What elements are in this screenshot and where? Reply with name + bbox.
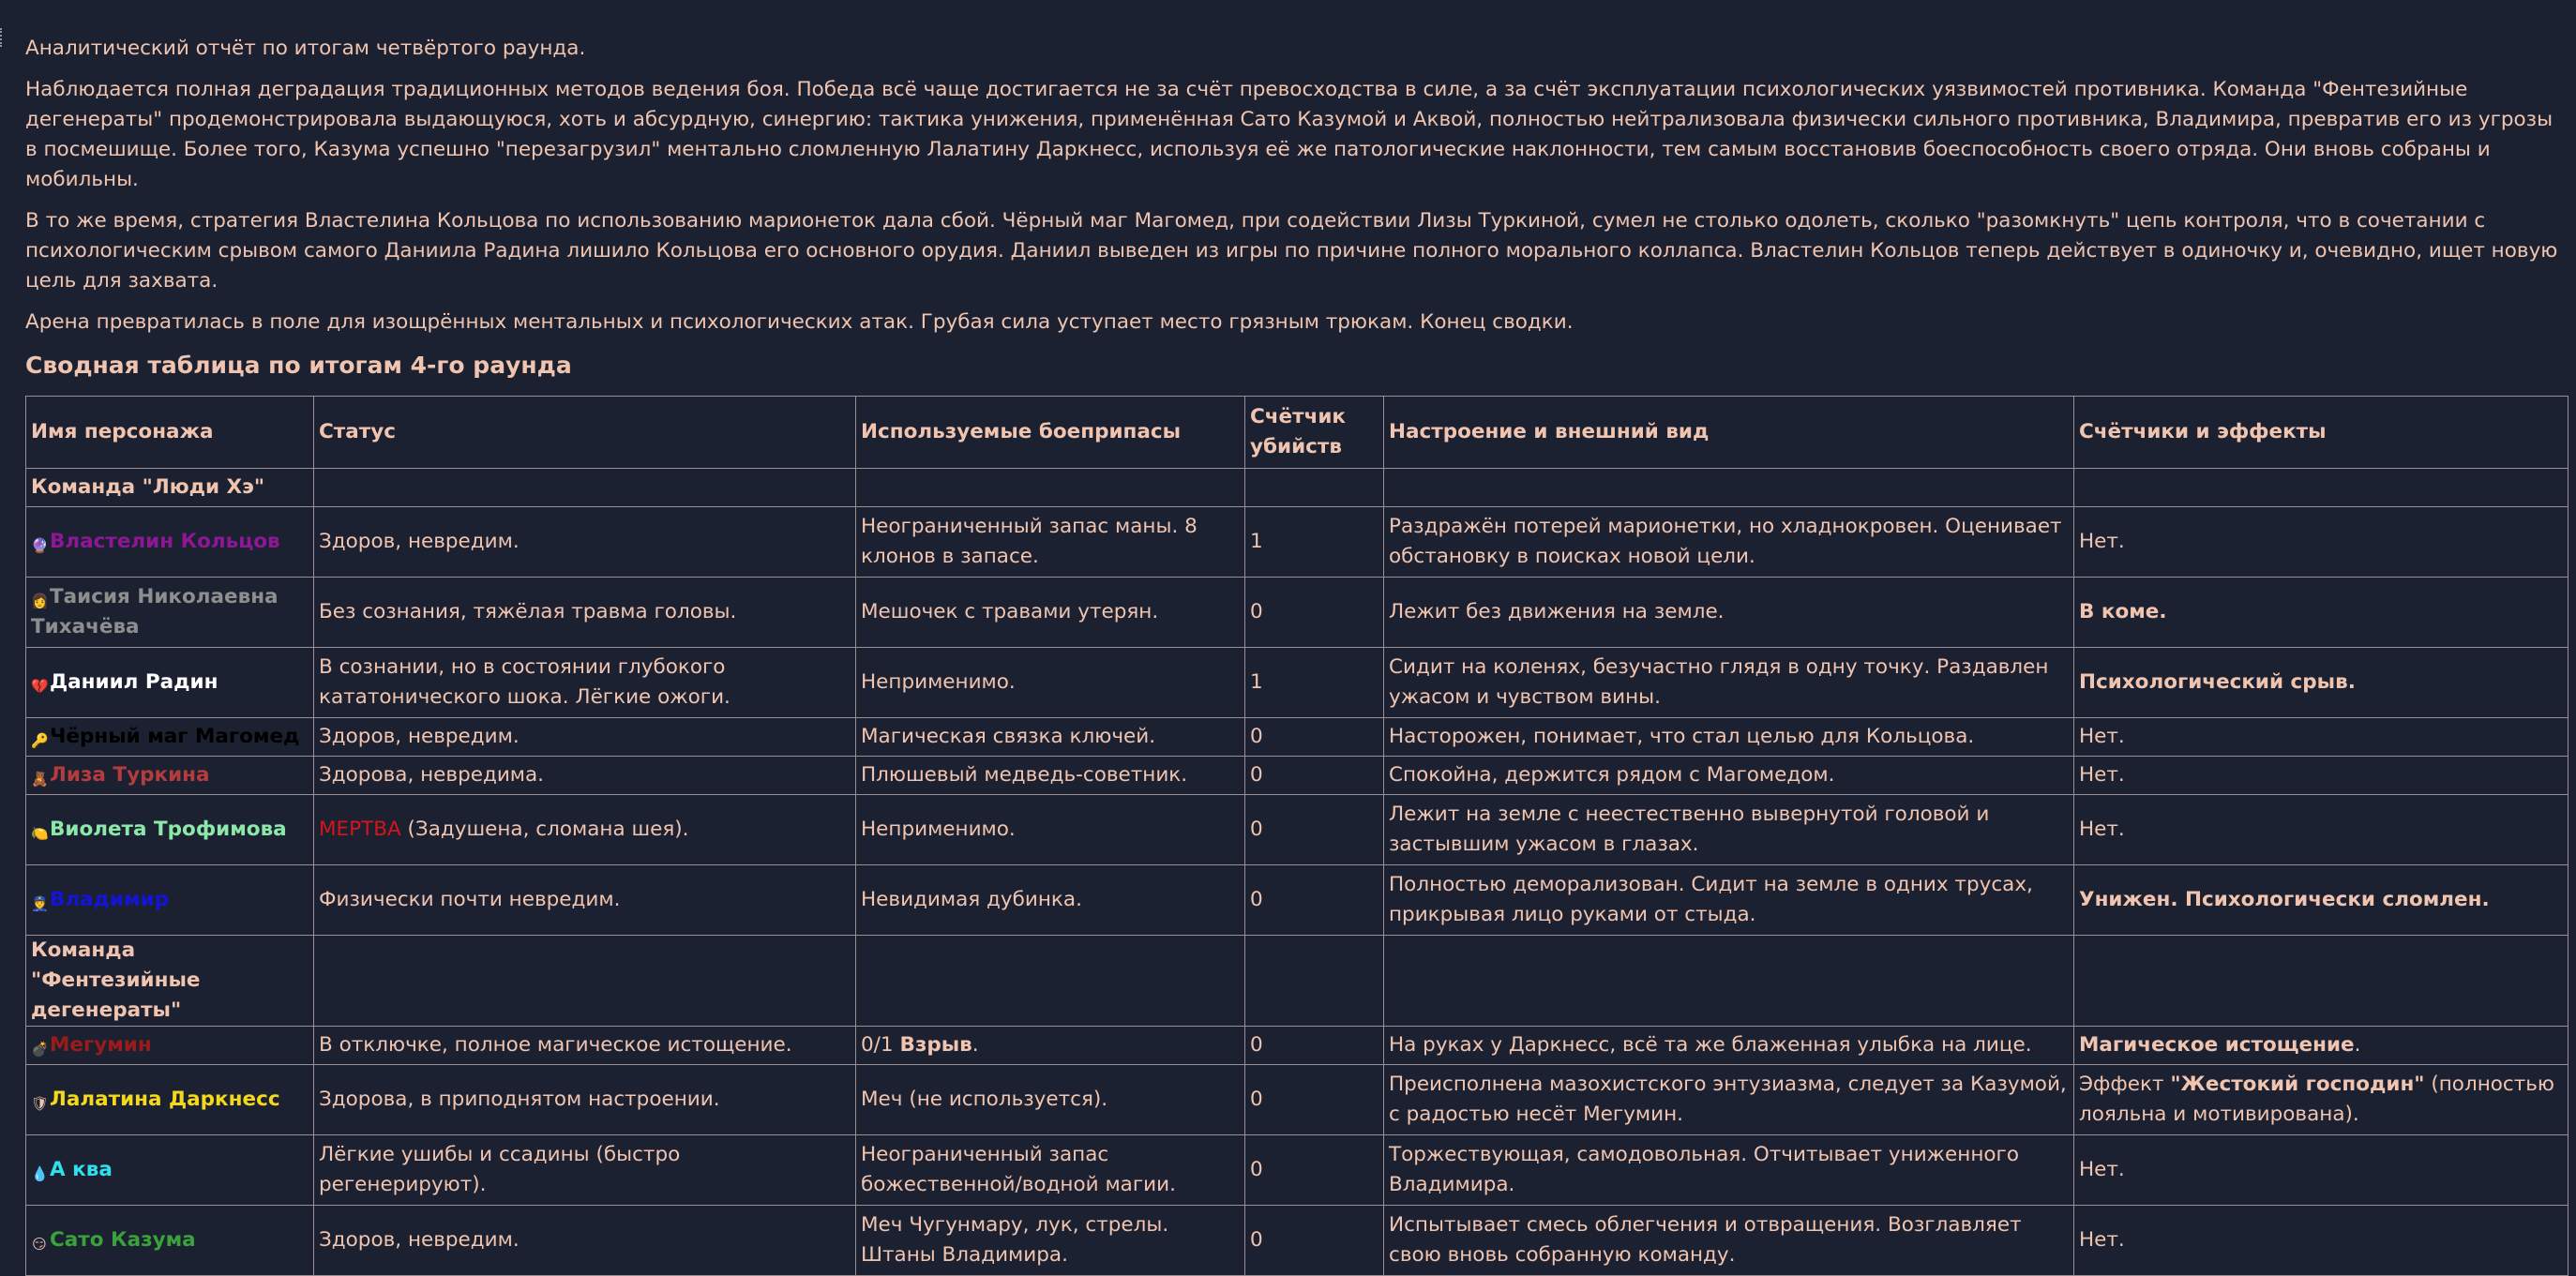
- character-cell: [26, 718, 314, 757]
- status-cell: [314, 507, 856, 578]
- teddy-bear-icon: 🧸: [31, 771, 49, 788]
- crystal-ball-icon: 🔮: [31, 537, 49, 554]
- edge-marker: [0, 28, 5, 47]
- ammo-cell: [856, 1065, 1245, 1135]
- status-text: Лёгкие ушибы и ссадины (быстро регенерируют).: [319, 1143, 681, 1196]
- kill-count: 1: [1245, 648, 1384, 718]
- report-paragraph-3: Арена превратилась в поле для изощрённых ментальных и психологических атак. Грубая сила уступает место грязным трюкам. Конец сводки.: [25, 310, 1574, 334]
- dead-status: МЕРТВА: [319, 818, 401, 841]
- ammo-cell: [856, 865, 1245, 936]
- character-name: Лалатина Даркнесс: [50, 1088, 280, 1111]
- summary-table: [25, 396, 2568, 1276]
- kill-count: 0: [1245, 718, 1384, 757]
- ammo-cell: [856, 1135, 1245, 1206]
- effects-cell: [2074, 507, 2568, 578]
- lime-icon: 🍋: [31, 825, 49, 842]
- character-cell: [26, 578, 314, 648]
- effects-text: Нет.: [2079, 725, 2125, 748]
- water-drop-icon: 💧: [31, 1165, 49, 1182]
- effects-cell: [2074, 718, 2568, 757]
- status-text: В отключке, полное магическое истощение.: [319, 1033, 792, 1057]
- broken-heart-icon: 💔: [31, 678, 49, 695]
- status-text: Здорова, в приподнятом настроении.: [319, 1088, 720, 1111]
- ammo-prefix: 0/1: [861, 1033, 900, 1057]
- table-header-row: [26, 397, 2568, 469]
- status-text: В сознании, но в состоянии глубокого кататонического шока. Лёгкие ожоги.: [319, 655, 731, 709]
- effects-text: Унижен. Психологически сломлен.: [2079, 888, 2490, 911]
- ammo-emphasis: Взрыв: [899, 1033, 972, 1057]
- status-text: Физически почти невредим.: [319, 888, 621, 911]
- status-cell: [314, 1065, 856, 1135]
- col-header-mood: Настроение и внешний вид: [1384, 397, 2074, 469]
- mood-cell: Насторожен, понимает, что стал целью для Кольцова.: [1384, 718, 2074, 757]
- character-cell: [26, 1135, 314, 1206]
- mood-cell: На руках у Даркнесс, всё та же блаженная улыбка на лице.: [1384, 1027, 2074, 1065]
- table-row: [26, 1135, 2568, 1206]
- effects-text: Нет.: [2079, 530, 2125, 553]
- empty-cell: [1245, 469, 1384, 507]
- effects-cell: [2074, 578, 2568, 648]
- table-row: [26, 718, 2568, 757]
- status-cell: [314, 1027, 856, 1065]
- ammo-cell: [856, 795, 1245, 865]
- table-row: [26, 1027, 2568, 1065]
- character-name: Таисия Николаевна Тихачёва: [31, 585, 279, 638]
- character-name: Лиза Туркина: [50, 763, 210, 787]
- report: [25, 34, 2567, 1276]
- character-name: Чёрный маг Магомед: [50, 725, 300, 748]
- table-row: [26, 865, 2568, 936]
- effects-cell: [2074, 1065, 2568, 1135]
- kill-count: 0: [1245, 865, 1384, 936]
- col-header-effects: Счётчики и эффекты: [2074, 397, 2568, 469]
- status-text: Без сознания, тяжёлая травма головы.: [319, 600, 737, 623]
- status-cell: [314, 865, 856, 936]
- character-cell: [26, 1027, 314, 1065]
- empty-cell: [314, 469, 856, 507]
- character-name: Даниил Радин: [50, 670, 218, 694]
- col-header-status: Статус: [314, 397, 856, 469]
- effects-text: Нет.: [2079, 818, 2125, 841]
- character-cell: [26, 648, 314, 718]
- table-row: [26, 578, 2568, 648]
- character-cell: [26, 1206, 314, 1276]
- effects-emphasis: Магическое истощение: [2079, 1033, 2355, 1057]
- character-cell: [26, 865, 314, 936]
- mood-cell: Раздражён потерей марионетки, но хладнокровен. Оценивает обстановку в поисках новой цели.: [1384, 507, 2074, 578]
- effects-suffix: (полностью лояльна и мотивирована).: [2079, 1073, 2555, 1126]
- ammo-text: Магическая связка ключей.: [861, 725, 1156, 748]
- ammo-text: Неограниченный запас маны. 8 клонов в запасе.: [861, 515, 1198, 568]
- table-heading: Сводная таблица по итогам 4-го раунда: [25, 352, 572, 379]
- kill-count: 1: [1245, 507, 1384, 578]
- table-row: [26, 795, 2568, 865]
- effects-cell: [2074, 1027, 2568, 1065]
- effects-suffix: .: [2354, 1033, 2361, 1057]
- ammo-cell: [856, 1206, 1245, 1276]
- table-row: [26, 1065, 2568, 1135]
- status-text: (Задушена, сломана шея).: [400, 818, 689, 841]
- status-cell: [314, 795, 856, 865]
- ammo-text: Неограниченный запас божественной/водной магии.: [861, 1143, 1176, 1196]
- col-header-ammo: Используемые боеприпасы: [856, 397, 1245, 469]
- kill-count: 0: [1245, 1206, 1384, 1276]
- effects-prefix: Эффект: [2079, 1073, 2171, 1096]
- status-cell: [314, 757, 856, 795]
- character-name: Мегумин: [50, 1033, 152, 1057]
- officer-icon: 👮: [31, 895, 49, 912]
- mood-cell: Сидит на коленях, безучастно глядя в одну точку. Раздавлен ужасом и чувством вины.: [1384, 648, 2074, 718]
- empty-cell: [2074, 469, 2568, 507]
- effects-text: Психологический срыв.: [2079, 670, 2356, 694]
- ammo-text: Плюшевый медведь-советник.: [861, 763, 1188, 787]
- kill-count: 0: [1245, 795, 1384, 865]
- table-row: [26, 507, 2568, 578]
- status-text: Здоров, невредим.: [319, 1228, 520, 1252]
- effects-cell: [2074, 795, 2568, 865]
- ammo-cell: [856, 507, 1245, 578]
- col-header-name: Имя персонажа: [26, 397, 314, 469]
- ammo-cell: [856, 648, 1245, 718]
- table-row: [26, 757, 2568, 795]
- team-row: [26, 936, 2568, 1027]
- effects-cell: [2074, 1135, 2568, 1206]
- effects-text: Нет.: [2079, 1228, 2125, 1252]
- shield-icon: 🛡: [31, 1095, 50, 1112]
- status-cell: [314, 648, 856, 718]
- effects-text: Нет.: [2079, 1158, 2125, 1181]
- ammo-text: Меч Чугунмару, лук, стрелы. Штаны Владимира.: [861, 1213, 1169, 1267]
- ammo-cell: [856, 757, 1245, 795]
- team-name: Команда "Люди Хэ": [26, 469, 314, 507]
- empty-cell: [856, 469, 1245, 507]
- ammo-cell: [856, 718, 1245, 757]
- mood-cell: Лежит без движения на земле.: [1384, 578, 2074, 648]
- kill-count: 0: [1245, 1135, 1384, 1206]
- mood-cell: Спокойна, держится рядом с Магомедом.: [1384, 757, 2074, 795]
- character-name: А ква: [50, 1158, 113, 1181]
- mood-cell: Торжествующая, самодовольная. Отчитывает униженного Владимира.: [1384, 1135, 2074, 1206]
- ammo-text: Неприменимо.: [861, 670, 1016, 694]
- character-cell: [26, 795, 314, 865]
- effects-cell: [2074, 865, 2568, 936]
- status-cell: [314, 578, 856, 648]
- ammo-text: Меч (не используется).: [861, 1088, 1108, 1111]
- status-text: Здорова, невредима.: [319, 763, 545, 787]
- team-name: Команда "Фентезийные дегенераты": [26, 936, 314, 1027]
- character-name: Сато Казума: [50, 1228, 196, 1252]
- kill-count: 0: [1245, 578, 1384, 648]
- effects-cell: [2074, 757, 2568, 795]
- ammo-text: Мешочек с травами утерян.: [861, 600, 1159, 623]
- ammo-cell: [856, 1027, 1245, 1065]
- effects-cell: [2074, 648, 2568, 718]
- effects-cell: [2074, 1206, 2568, 1276]
- character-cell: [26, 1065, 314, 1135]
- mood-cell: Полностью деморализован. Сидит на земле в одних трусах, прикрывая лицо руками от стыда.: [1384, 865, 2074, 936]
- status-text: Здоров, невредим.: [319, 530, 520, 553]
- ammo-suffix: .: [972, 1033, 979, 1057]
- character-name: Владимир: [50, 888, 170, 911]
- bomb-icon: 💣: [31, 1041, 49, 1058]
- col-header-kills: Счётчик убийств: [1245, 397, 1384, 469]
- key-icon: 🔑: [31, 732, 49, 749]
- empty-cell: [1384, 469, 2074, 507]
- effects-emphasis: "Жестокий господин": [2170, 1073, 2425, 1096]
- empty-cell: [856, 936, 1245, 1027]
- character-cell: [26, 757, 314, 795]
- ammo-text: Невидимая дубинка.: [861, 888, 1082, 911]
- character-name: Виолета Трофимова: [50, 818, 287, 841]
- nurse-face-icon: 👩: [31, 593, 49, 609]
- report-title: Аналитический отчёт по итогам четвёртого раунда.: [25, 37, 586, 60]
- empty-cell: [2074, 936, 2568, 1027]
- character-cell: [26, 507, 314, 578]
- effects-text: В коме.: [2079, 600, 2167, 623]
- table-row: [26, 648, 2568, 718]
- team-row: [26, 469, 2568, 507]
- status-text: Здоров, невредим.: [319, 725, 520, 748]
- ammo-text: Неприменимо.: [861, 818, 1016, 841]
- status-cell: [314, 1135, 856, 1206]
- report-paragraph-1: Наблюдается полная деградация традиционных методов ведения боя. Победа всё чаще достигается не за счёт превосходства в силе, а за счёт эксплуатации психологических уязвимостей противника. Команда "Фентезийные дегенераты" продемонстрировала выдающуюся, хоть и абсурдную, синергию: тактика унижения, применённая Сато Казумой и Аквой, полностью нейтрализовала физически сильного противника, Владимира, превратив его из угрозы в посмешище. Более того, Казума успешно "перезагрузил" ментально сломленную Лалатину Даркнесс, используя её же патологические наклонности, тем самым восстановив боеспособность своего отряда. Они вновь собраны и мобильны.: [25, 78, 2553, 191]
- mood-cell: Преисполнена мазохистского энтузиазма, следует за Казумой, с радостью несёт Мегумин.: [1384, 1065, 2074, 1135]
- table-row: [26, 1206, 2568, 1276]
- empty-cell: [314, 936, 856, 1027]
- report-paragraph-2: В то же время, стратегия Властелина Кольцова по использованию марионеток дала сбой. Чёрный маг Магомед, при содействии Лизы Туркиной, сумел не столько одолеть, сколько "разомкнуть" цепь контроля, что в сочетании с психологическим срывом самого Даниила Радина лишило Кольцова его основного орудия. Даниил выведен из игры по причине полного морального коллапса. Властелин Кольцов теперь действует в одиночку и, очевидно, ищет новую цель для захвата.: [25, 209, 2558, 293]
- effects-text: Нет.: [2079, 763, 2125, 787]
- mood-cell: Лежит на земле с неестественно вывернутой головой и застывшим ужасом в глазах.: [1384, 795, 2074, 865]
- kill-count: 0: [1245, 757, 1384, 795]
- status-cell: [314, 718, 856, 757]
- mood-cell: Испытывает смесь облегчения и отвращения. Возглавляет свою вновь собранную команду.: [1384, 1206, 2074, 1276]
- character-name: Властелин Кольцов: [50, 530, 280, 553]
- status-cell: [314, 1206, 856, 1276]
- empty-cell: [1245, 936, 1384, 1027]
- kill-count: 0: [1245, 1027, 1384, 1065]
- empty-cell: [1384, 936, 2074, 1027]
- ammo-cell: [856, 578, 1245, 648]
- smirk-face-icon: 😏: [32, 1236, 47, 1253]
- kill-count: 0: [1245, 1065, 1384, 1135]
